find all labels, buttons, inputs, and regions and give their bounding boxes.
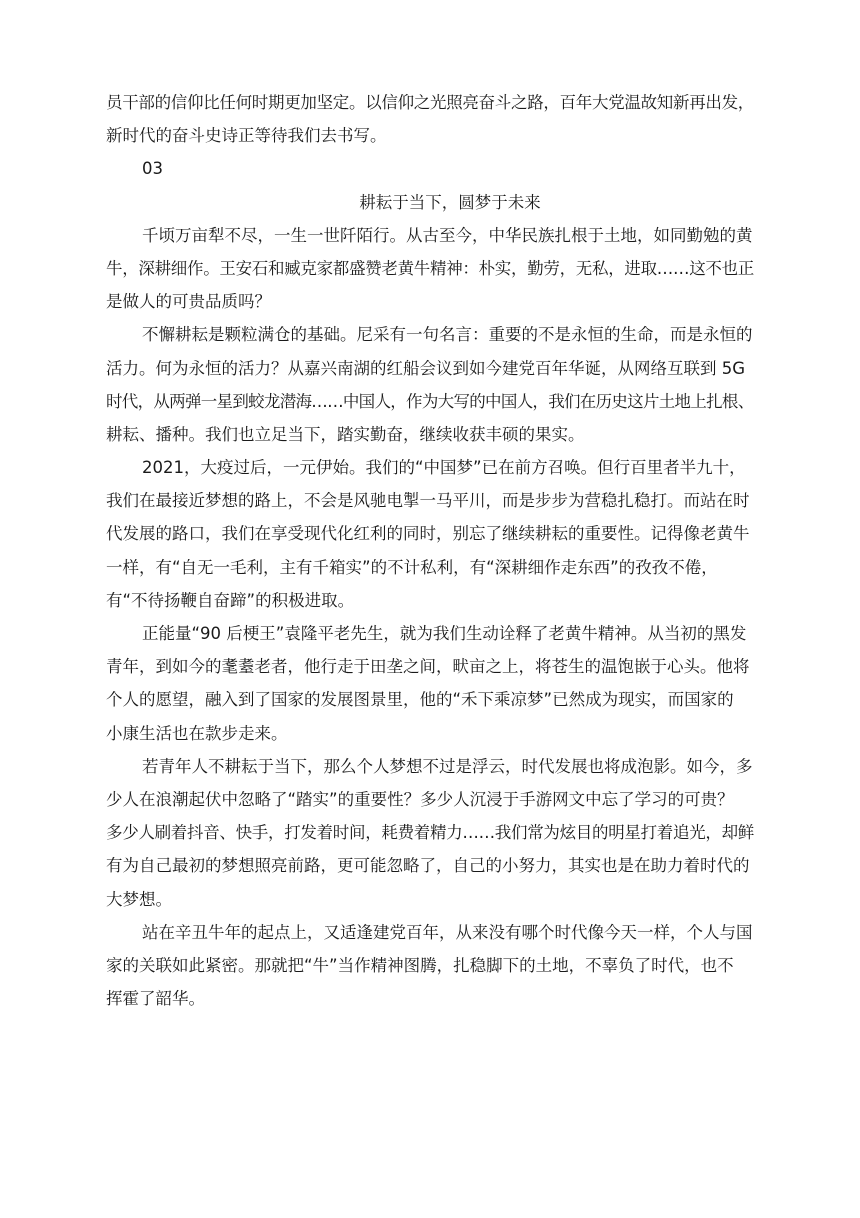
text-line: 活力。何为永恒的活力？从嘉兴南湖的红船会议到如今建党百年华诞，从网络互联到 5G [106, 358, 746, 378]
text-line: 有“不待扬鞭自奋蹄”的积极进取。 [106, 590, 355, 610]
text-line: 家的关联如此紧密。那就把“牛”当作精神图腾，扎稳脚下的土地，不辜负了时代，也不 [106, 955, 734, 975]
text-line: 时代，从两弹一星到蛟龙潜海……中国人，作为大写的中国人，我们在历史这片土地上扎根、 [106, 391, 754, 411]
text-line: 我们在最接近梦想的路上，不会是风驰电掣一马平川，而是步步为营稳扎稳打。而站在时 [106, 491, 750, 511]
section-number: 03 [142, 159, 163, 179]
text-line: 正能量“90 后梗王”袁隆平老先生，就为我们生动诠释了老黄牛精神。从当初的黑发 [142, 624, 747, 643]
text-line: 代发展的路口，我们在享受现代化红利的同时，别忘了继续耕耘的重要性。记得像老黄牛 [106, 524, 750, 544]
text-line: 牛，深耕细作。王安石和臧克家都盛赞老黄牛精神：朴实，勤劳，无私，进取……这不也正 [106, 258, 755, 278]
text-line: 新时代的奋斗史诗正等待我们去书写。 [106, 126, 387, 146]
text-line: 小康生活也在款步走来。 [106, 723, 288, 743]
text-line: 少人在浪潮起伏中忽略了“踏实”的重要性？多少人沉浸于手游网文中忘了学习的可贵？ [106, 789, 734, 809]
article-body [106, 86, 754, 1015]
text-line: 员干部的信仰比任何时期更加坚定。以信仰之光照亮奋斗之路，百年大党温故知新再出发， [106, 93, 755, 112]
text-line: 不懈耕耘是颗粒满仓的基础。尼采有一句名言：重要的不是永恒的生命，而是永恒的 [142, 325, 753, 345]
text-line: 是做人的可贵品质吗？ [106, 292, 271, 312]
text-line: 站在辛丑牛年的起点上，又适逢建党百年，从来没有哪个时代像今天一样，个人与国 [142, 922, 753, 942]
text-line: 耕耘、播种。我们也立足当下，踏实勤奋，继续收获丰硕的果实。 [106, 424, 585, 444]
section-heading: 耕耘于当下，圆梦于未来 [359, 192, 541, 212]
text-line: 千顷万亩犁不尽，一生一世阡陌行。从古至今，中华民族扎根于土地，如同勤勉的黄 [142, 225, 753, 245]
text-line: 青年，到如今的耄耋老者，他行走于田垄之间，畎亩之上，将苍生的温饱嵌于心头。他将 [106, 657, 750, 677]
text-line: 有为自己最初的梦想照亮前路，更可能忽略了，自己的小努力，其实也是在助力着时代的 [106, 856, 750, 876]
text-line: 若青年人不耕耘于当下，那么个人梦想不过是浮云，时代发展也将成泡影。如今，多 [142, 756, 753, 776]
text-line: 一样，有“自无一毛利，主有千箱实”的不计私利，有“深耕细作走东西”的孜孜不倦， [106, 557, 718, 577]
text-line: 多少人刷着抖音、快手，打发着时间，耗费着精力……我们常为炫目的明星打着追光，却鲜 [106, 823, 755, 843]
text-line: 挥霍了韶华。 [106, 989, 205, 1009]
text-line: 大梦想。 [106, 889, 172, 909]
text-line: 个人的愿望，融入到了国家的发展图景里，他的“禾下乘凉梦”已然成为现实，而国家的 [106, 690, 734, 710]
text-line: 2021，大疫过后，一元伊始。我们的“中国梦”已在前方召唤。但行百里者半九十， [142, 458, 746, 478]
